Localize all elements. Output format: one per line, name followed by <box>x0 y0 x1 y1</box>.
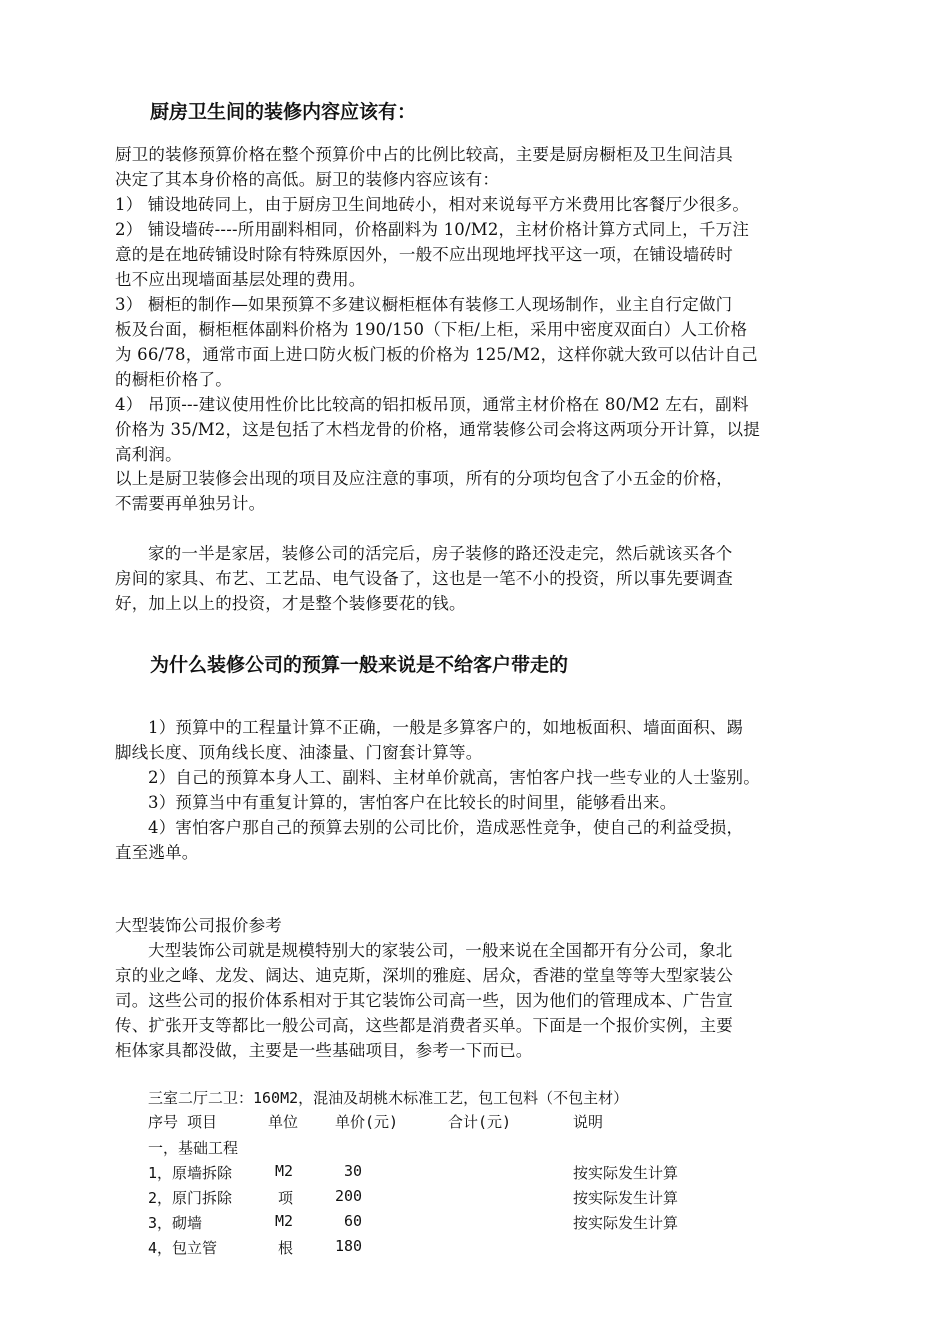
section3-title: 大型装饰公司报价参考 <box>115 916 282 935</box>
section3-line: 大型装饰公司就是规模特别大的家装公司，一般来说在全国都开有分公司，象北 <box>148 941 733 960</box>
row-note: 按实际发生计算 <box>573 1164 679 1182</box>
section1-title: 厨房卫生间的装修内容应该有： <box>150 101 417 123</box>
row-note: 按实际发生计算 <box>573 1189 679 1207</box>
section1-item-4: 4） 吊顶---建议使用性价比比较高的铝扣板吊顶，通常主材价格在 80/M2 左右，副料 <box>115 395 749 414</box>
section2-title: 为什么装修公司的预算一般来说是不给客户带走的 <box>150 654 569 676</box>
section3-line: 柜体家具都没做，主要是一些基础项目，参考一下而已。 <box>115 1041 533 1060</box>
row-item: 3，砌墙 <box>148 1214 203 1232</box>
row-price: 30 <box>344 1162 363 1180</box>
section3-line: 传、扩张开支等都比一般公司高，这些都是消费者买单。下面是一个报价实例，主要 <box>115 1016 733 1035</box>
row-item: 1，原墙拆除 <box>148 1164 233 1182</box>
row-unit: 根 <box>278 1239 294 1257</box>
section3-line: 司。这些公司的报价体系相对于其它装饰公司高一些，因为他们的管理成本、广告宣 <box>115 991 733 1010</box>
section2-reason-4: 4）害怕客户那自己的预算去别的公司比价，造成恶性竞争，使自己的利益受损， <box>148 818 744 837</box>
section1-line: 决定了其本身价格的高低。厨卫的装修内容应该有： <box>115 170 500 189</box>
section1-line: 也不应出现墙面基层处理的费用。 <box>115 270 366 289</box>
section2-reason-2: 2）自己的预算本身人工、副料、主材单价就高，害怕客户找一些专业的人士鉴别。 <box>148 768 760 787</box>
header-total: 合计(元) <box>448 1113 512 1131</box>
section1-line: 价格为 35/M2，这是包括了木档龙骨的价格，通常装修公司会将这两项分开计算，以提 <box>115 420 760 439</box>
quote-caption: 三室二厅二卫：160M2，混油及胡桃木标准工艺，包工包料（不包主材） <box>148 1089 629 1107</box>
section1-line: 板及台面，橱柜框体副料价格为 190/150（下柜/上柜，采用中密度双面白）人工价格 <box>115 320 748 339</box>
header-note: 说明 <box>573 1113 604 1131</box>
header-unit: 单位 <box>268 1113 299 1131</box>
section1-item-1: 1） 铺设地砖同上，由于厨房卫生间地砖小，相对来说每平方米费用比客餐厅少很多。 <box>115 195 750 214</box>
row-price: 200 <box>335 1187 363 1205</box>
section1-line: 意的是在地砖铺设时除有特殊原因外，一般不应出现地坪找平这一项，在铺设墙砖时 <box>115 245 733 264</box>
row-note: 按实际发生计算 <box>573 1214 679 1232</box>
section1-line: 高利润。 <box>115 445 182 464</box>
header-price: 单价(元) <box>335 1113 399 1131</box>
section1-line: 厨卫的装修预算价格在整个预算价中占的比例比较高，主要是厨房橱柜及卫生间洁具 <box>115 145 733 164</box>
section1-summary: 以上是厨卫装修会出现的项目及应注意的事项，所有的分项均包含了小五金的价格， <box>115 469 733 488</box>
row-price: 180 <box>335 1237 363 1255</box>
quote-group-title: 一，基础工程 <box>148 1139 239 1157</box>
section1-item-2: 2） 铺设墙砖----所用副料相同，价格副料为 10/M2，主材价格计算方式同上，千万注 <box>115 220 750 239</box>
section2-reason-1: 1）预算中的工程量计算不正确，一般是多算客户的，如地板面积、墙面面积、踢 <box>148 718 744 737</box>
section3-line: 京的业之峰、龙发、阔达、迪克斯，深圳的雅庭、居众，香港的堂皇等等大型家装公 <box>115 966 733 985</box>
row-unit: M2 <box>275 1212 294 1230</box>
row-price: 60 <box>344 1212 363 1230</box>
row-item: 4，包立管 <box>148 1239 218 1257</box>
section1-item-3: 3） 橱柜的制作—如果预算不多建议橱柜框体有装修工人现场制作，业主自行定做门 <box>115 295 733 314</box>
section1-line: 的橱柜价格了。 <box>115 370 232 389</box>
section1-line: 为 66/78，通常市面上进口防火板门板的价格为 125/M2，这样你就大致可以估计自己 <box>115 345 758 364</box>
section1-summary: 不需要再单独另计。 <box>115 494 266 513</box>
section2-line: 脚线长度、顶角线长度、油漆量、门窗套计算等。 <box>115 743 483 762</box>
row-unit: M2 <box>275 1162 294 1180</box>
section2-reason-3: 3）预算当中有重复计算的，害怕客户在比较长的时间里，能够看出来。 <box>148 793 677 812</box>
section1-para2: 房间的家具、布艺、工艺品、电气设备了，这也是一笔不小的投资，所以事先要调查 <box>115 569 733 588</box>
row-unit: 项 <box>278 1189 294 1207</box>
header-item: 序号 项目 <box>148 1113 218 1131</box>
section2-line: 直至逃单。 <box>115 843 199 862</box>
section1-para2: 家的一半是家居，装修公司的活完后，房子装修的路还没走完，然后就该买各个 <box>148 544 733 563</box>
row-item: 2，原门拆除 <box>148 1189 233 1207</box>
section1-para2: 好，加上以上的投资，才是整个装修要花的钱。 <box>115 594 466 613</box>
